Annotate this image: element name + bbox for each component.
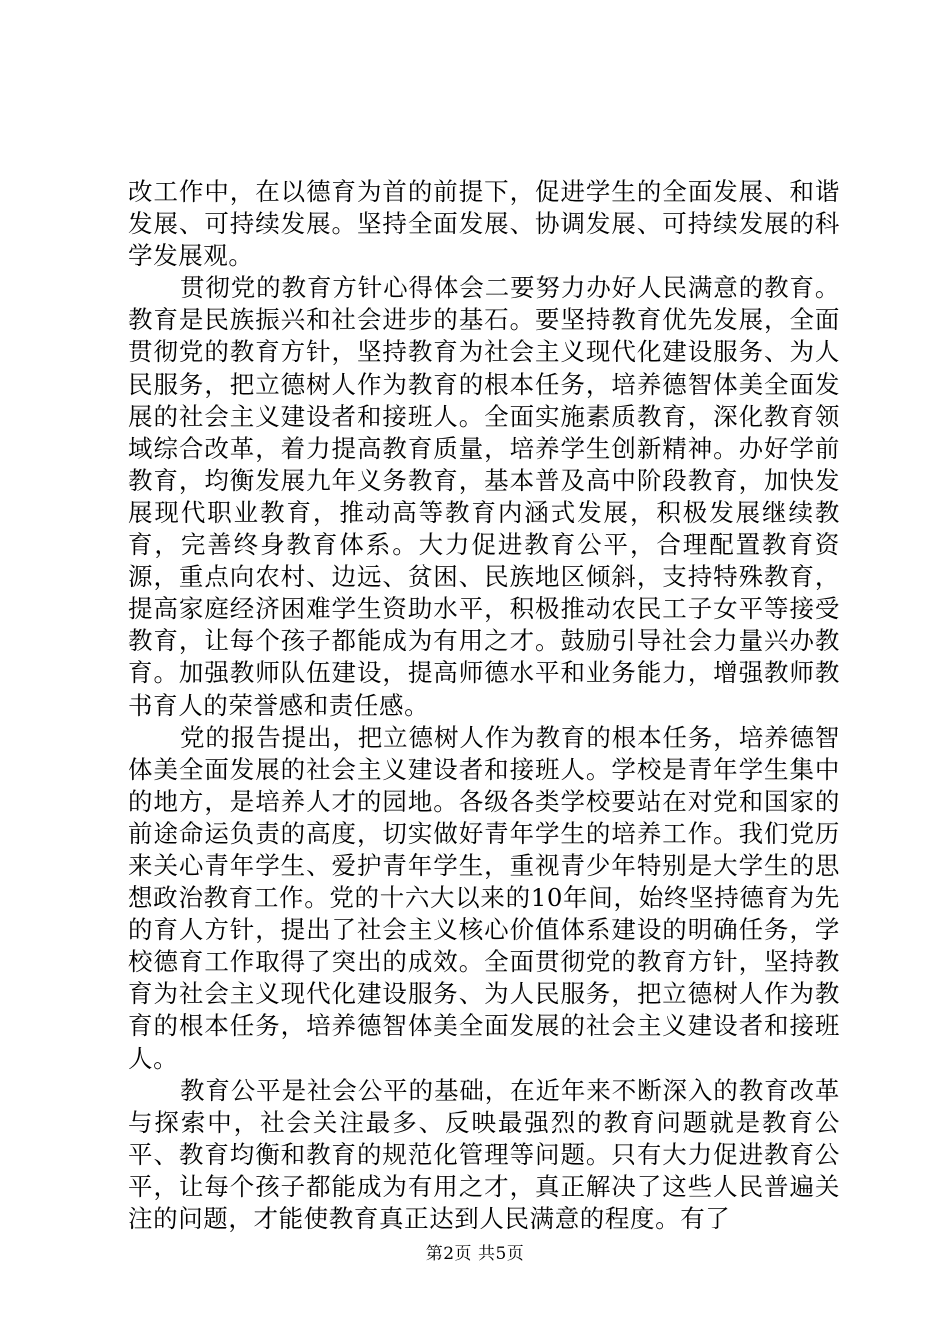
body-text (128, 176, 840, 1235)
paragraph-1: 改工作中，在以德育为首的前提下，促进学生的全面发展、和谐发展、可持续发展。坚持全面发展、协调发展、可持续发展的科学发展观。 (128, 177, 840, 271)
page-number-footer: 第2页 共5页 (425, 1244, 525, 1264)
paragraph-4: 教育公平是社会公平的基础，在近年来不断深入的教育改革与探索中，社会关注最多、反映最强烈的教育问题就是教育公平、教育均衡和教育的规范化管理等问题。只有大力促进教育公平，让每个孩子都能成为有用之才，真正解决了这些人民普遍关注的问题，才能使教育真正达到人民满意的程度。有了 (128, 1075, 840, 1233)
paragraph-2: 贯彻党的教育方针心得体会二要努力办好人民满意的教育。教育是民族振兴和社会进步的基石。要坚持教育优先发展，全面贯彻党的教育方针，坚持教育为社会主义现代化建设服务、为人民服务，把立德树人作为教育的根本任务，培养德智体美全面发展的社会主义建设者和接班人。全面实施素质教育，深化教育领域综合改革，着力提高教育质量，培养学生创新精神。办好学前教育，均衡发展九年义务教育，基本普及高中阶段教育，加快发展现代职业教育，推动高等教育内涵式发展，积极发展继续教育，完善终身教育体系。大力促进教育公平，合理配置教育资源，重点向农村、边远、贫困、民族地区倾斜，支持特殊教育，提高家庭经济困难学生资助水平，积极推动农民工子女平等接受教育，让每个孩子都能成为有用之才。鼓励引导社会力量兴办教育。加强教师队伍建设，提高师德水平和业务能力，增强教师教书育人的荣誉感和责任感。 (128, 273, 840, 720)
paragraph-3: 党的报告提出，把立德树人作为教育的根本任务，培养德智体美全面发展的社会主义建设者和接班人。学校是青年学生集中的地方，是培养人才的园地。各级各类学校要站在对党和国家的前途命运负责的高度，切实做好青年学生的培养工作。我们党历来关心青年学生、爱护青年学生，重视青少年特别是大学生的思想政治教育工作。党的十六大以来的10年间，始终坚持德育为先的育人方针，提出了社会主义核心价值体系建设的明确任务，学校德育工作取得了突出的成效。全面贯彻党的教育方针，坚持教育为社会主义现代化建设服务、为人民服务，把立德树人作为教育的根本任务，培养德智体美全面发展的社会主义建设者和接班人。 (128, 722, 840, 1073)
